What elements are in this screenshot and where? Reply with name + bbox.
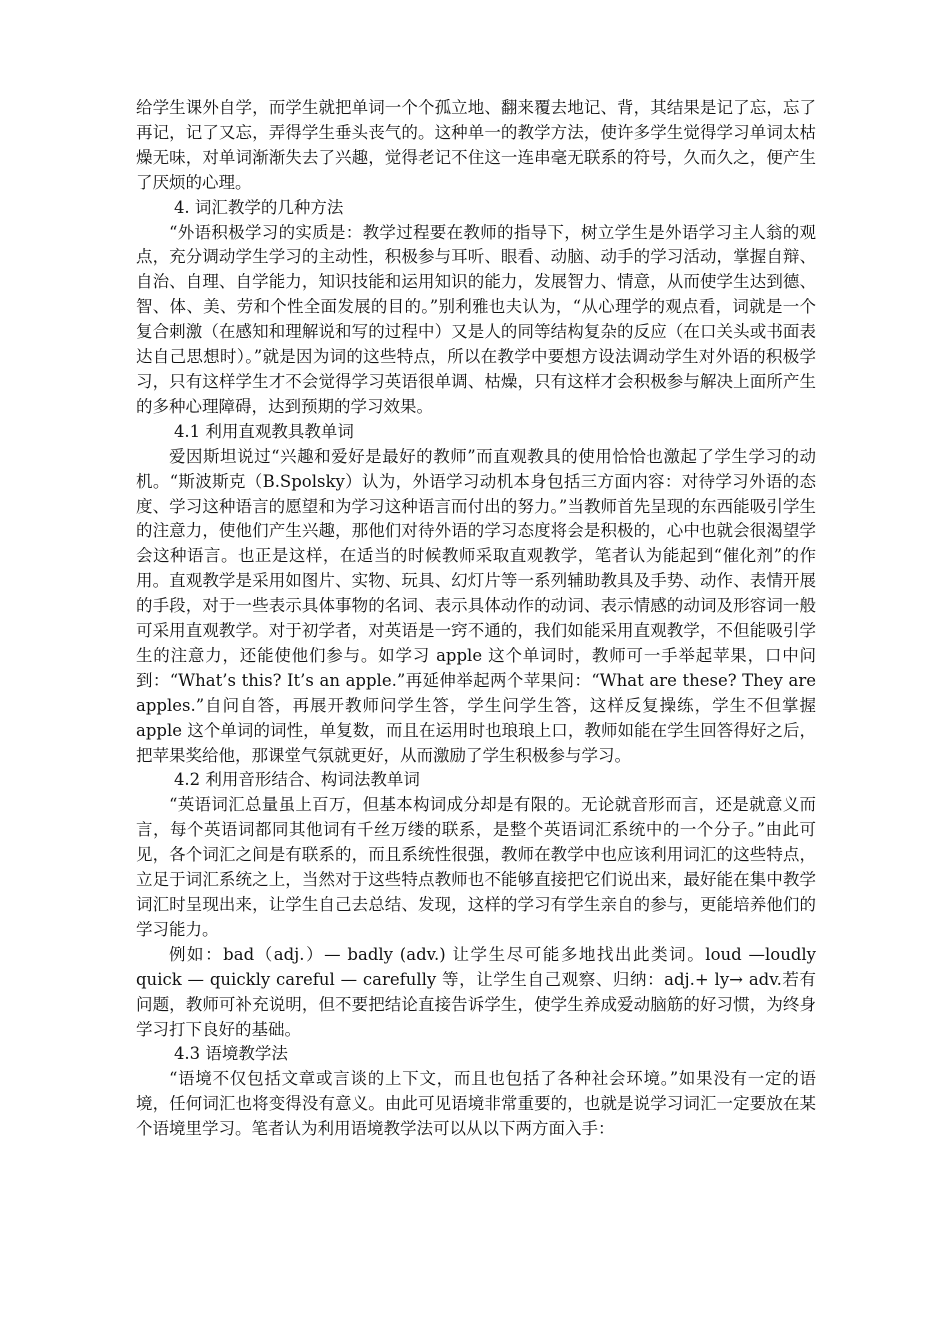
subsection-heading: 4.2 利用音形结合、构词法教单词 xyxy=(173,770,420,790)
body-paragraph: 爱因斯坦说过“兴趣和爱好是最好的教师”而直观教具的使用恰恰也激起了学生学习的动机。“斯波斯克（B.Spolsky）认为，外语学习动机本身包括三方面内容：对待学习外语的态度、学习这种语言的愿望和为学习这种语言而付出的努力。”当教师首先呈现的东西能吸引学生的注意力，使他们产生兴趣，那他们对待外语的学习态度将会是积极的，心中也就会很渴望学会这种语言。也正是这样，在适当的时候教师采取直观教学，笔者认为能起到“催化剂”的作用。直观教学是采用如图片、实物、玩具、幻灯片等一系列辅助教具及手势、动作、表情开展的手段，对于一些表示具体事物的名词、表示具体动作的动词、表示情感的动词及形容词一般可采用直观教学。对于初学者，对英语是一窍不通的，我们如能采用直观教学，不但能吸引学生的注意力，还能使他们参与。如学习 apple 这个单词时，教师可一手举起苹果，口中问到：“What’s this? It’s an apple.”再延伸举起两个苹果问：“What are these? They are apples.”自问自答，再展开教师问学生答，学生问学生答，这样反复操练，学生不但掌握 apple 这个单词的词性，单复数，而且在运用时也琅琅上口，教师如能在学生回答得好之后，把苹果奖给他，那课堂气氛就更好，从而激励了学生积极参与学习。 xyxy=(136,446,816,765)
example-paragraph: 例如：bad（adj.）— badly (adv.) 让学生尽可能多地找出此类词。loud —loudly quick — quickly careful — carefully 等，让学生自己观察、归纳：adj.+ ly→ adv.若有问题，教师可补充说明，但不要把结论直接告诉学生，使学生养成爱动脑筋的好习惯，为终身学习打下良好的基础。 xyxy=(136,944,816,1039)
subsection-heading: 4.1 利用直观教具教单词 xyxy=(173,421,354,441)
section-heading: 4. 词汇教学的几种方法 xyxy=(173,197,344,217)
body-paragraph: “语境不仅包括文章或言谈的上下文，而且也包括了各种社会环境。”如果没有一定的语境，任何词汇也将变得没有意义。由此可见语境非常重要的，也就是说学习词汇一定要放在某个语境里学习。笔者认为利用语境教学法可以从以下两方面入手： xyxy=(136,1069,816,1139)
body-paragraph: “英语词汇总量虽上百万，但基本构词成分却是有限的。无论就音形而言，还是就意义而言，每个英语词都同其他词有千丝万缕的联系，是整个英语词汇系统中的一个分子。”由此可见，各个词汇之间是有联系的，而且系统性很强，教师在教学中也应该利用词汇的这些特点，立足于词汇系统之上，当然对于这些特点教师也不能够直接把它们说出来，最好能在集中教学词汇时呈现出来，让学生自己去总结、发现，这样的学习有学生亲自的参与，更能培养他们的学习能力。 xyxy=(136,795,816,939)
subsection-heading: 4.3 语境教学法 xyxy=(173,1044,288,1064)
body-paragraph: 给学生课外自学，而学生就把单词一个个孤立地、翻来覆去地记、背，其结果是记了忘，忘了再记，记了又忘，弄得学生垂头丧气的。这种单一的教学方法，使许多学生觉得学习单词太枯燥无味，对单词渐渐失去了兴趣，觉得老记不住这一连串毫无联系的符号，久而久之，便产生了厌烦的心理。 xyxy=(136,98,816,192)
body-paragraph: “外语积极学习的实质是：教学过程要在教师的指导下，树立学生是外语学习主人翁的观点，充分调动学生学习的主动性，积极参与耳听、眼看、动脑、动手的学习活动，掌握自辩、自治、自理、自学能力，知识技能和运用知识的能力，发展智力、情意，从而使学生达到德、智、体、美、劳和个性全面发展的目的。”别利雅也夫认为，“从心理学的观点看，词就是一个复合刺激（在感知和理解说和写的过程中）又是人的同等结构复杂的反应（在口关头或书面表达自己思想时）。”就是因为词的这些特点，所以在教学中要想方设法调动学生对外语的积极学习，只有这样学生才不会觉得学习英语很单调、枯燥，只有这样才会积极参与解决上面所产生的多种心理障碍，达到预期的学习效果。 xyxy=(136,222,816,416)
document-page xyxy=(136,96,816,1142)
